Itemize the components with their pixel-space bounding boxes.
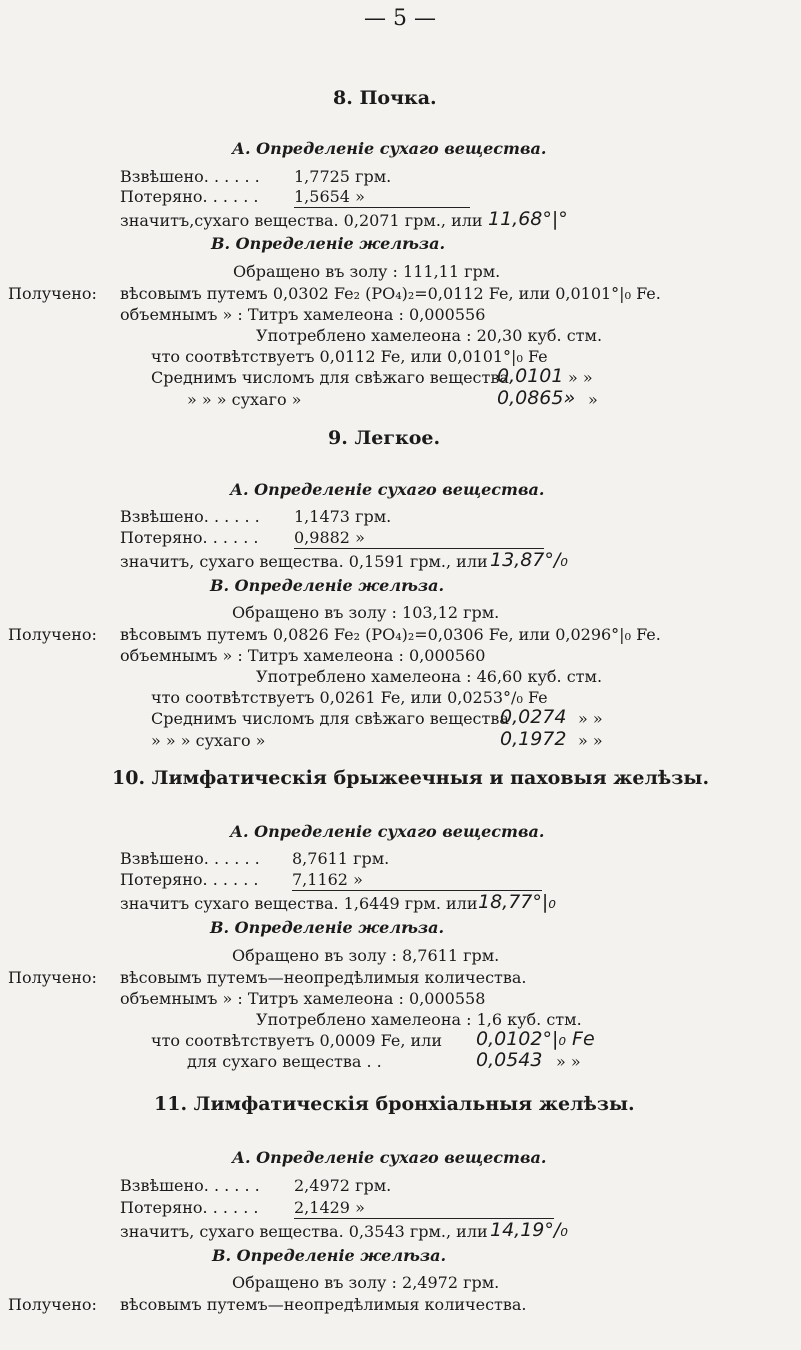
corresponds-line: что соотвѣтствуетъ 0,0112 Fe, или 0,0101°|₀ Fe <box>151 347 548 366</box>
average-fresh-value: 0,0101 <box>497 365 564 387</box>
weighed-label: Взвѣшено. . . . . . <box>120 167 260 186</box>
lost-value: 0,9882 » <box>294 528 544 549</box>
lost-value: 2,1429 » <box>294 1198 554 1219</box>
average-fresh-value: 0,0274 <box>500 706 567 728</box>
ash-line: Обращено въ золу : 2,4972 грм. <box>232 1273 500 1292</box>
weight-method-line: вѣсовымъ путемъ 0,0826 Fe₂ (PO₄)₂=0,0306 Fe, или 0,0296°|₀ Fe. <box>120 625 661 644</box>
average-fresh-line: Среднимъ числомъ для свѣжаго вещества <box>151 709 509 728</box>
volumetric-method-line: объемнымъ » : Титръ хамелеона : 0,000558 <box>120 989 486 1008</box>
weighed-label: Взвѣшено. . . . . . <box>120 1176 260 1195</box>
weighed-value: 1,7725 грм. <box>294 167 392 186</box>
dry-iron-value: 0,0543 <box>476 1049 543 1071</box>
lost-label: Потеряно. . . . . . <box>120 870 259 889</box>
subsection-title: А. Определеніе сухаго вещества. <box>230 480 545 499</box>
subsection-title: А. Определеніе сухаго вещества. <box>232 1148 547 1167</box>
lost-value: 1,5654 » <box>294 187 470 208</box>
corresponds-value: 0,0102°|₀ Fe <box>476 1028 595 1050</box>
corresponds-line: что соотвѣтствуетъ 0,0261 Fe, или 0,0253°/₀ Fe <box>151 688 548 707</box>
average-dry-tail: » <box>588 390 598 409</box>
ash-line: Обращено въ золу : 111,11 грм. <box>233 262 501 281</box>
lost-label: Потеряно. . . . . . <box>120 528 259 547</box>
weighed-label: Взвѣшено. . . . . . <box>120 849 260 868</box>
dry-matter-percent: 18,77°|₀ <box>478 891 556 913</box>
subsection-title: В. Определеніе желѣза. <box>210 576 445 595</box>
dry-matter-percent: 14,19°/₀ <box>490 1219 568 1241</box>
lost-label: Потеряно. . . . . . <box>120 1198 259 1217</box>
subsection-title: В. Определеніе желѣза. <box>211 234 446 253</box>
average-fresh-line: Среднимъ числомъ для свѣжаго вещества <box>151 368 509 387</box>
average-fresh-tail: » » <box>578 709 603 728</box>
weighed-value: 1,1473 грм. <box>294 507 392 526</box>
dry-matter-line: значитъ сухаго вещества. 1,6449 грм. или <box>120 894 478 913</box>
page-number: — 5 — <box>364 6 436 31</box>
permanganate-used-line: Употреблено хамелеона : 46,60 куб. стм. <box>256 667 603 686</box>
corresponds-line: что соотвѣтствуетъ 0,0009 Fe, или <box>151 1031 442 1050</box>
lost-value: 7,1162 » <box>292 870 542 891</box>
average-dry-line: » » » сухаго » <box>151 731 266 750</box>
section-heading: 10. Лимфатическія брыжеечныя и паховыя желѣзы. <box>112 767 710 789</box>
subsection-title: В. Определеніе желѣза. <box>212 1246 447 1265</box>
ash-line: Обращено въ золу : 8,7611 грм. <box>232 946 500 965</box>
dry-matter-line: значитъ, сухаго вещества. 0,3543 грм., или <box>120 1222 488 1241</box>
weight-method-line: вѣсовымъ путемъ 0,0302 Fe₂ (PO₄)₂=0,0112 Fe, или 0,0101°|₀ Fe. <box>120 284 661 303</box>
permanganate-used-line: Употреблено хамелеона : 20,30 куб. стм. <box>256 326 603 345</box>
received-label: Получено: <box>8 625 97 644</box>
dry-matter-percent: 11,68°|° <box>488 208 568 230</box>
subsection-title: А. Определеніе сухаго вещества. <box>230 822 545 841</box>
weight-method-line: вѣсовымъ путемъ—неопредѣлимыя количества. <box>120 968 527 987</box>
dry-iron-line: для сухаго вещества . . <box>187 1052 382 1071</box>
received-label: Получено: <box>8 284 97 303</box>
dry-iron-tail: » » <box>556 1052 581 1071</box>
average-fresh-tail: » » <box>568 368 593 387</box>
subsection-title: А. Определеніе сухаго вещества. <box>232 139 547 158</box>
permanganate-used-line: Употреблено хамелеона : 1,6 куб. стм. <box>256 1010 582 1029</box>
received-label: Получено: <box>8 1295 97 1314</box>
dry-matter-percent: 13,87°/₀ <box>490 549 568 571</box>
average-dry-value: 0,1972 <box>500 728 567 750</box>
section-heading: 9. Легкое. <box>328 427 441 449</box>
volumetric-method-line: объемнымъ » : Титръ хамелеона : 0,000556 <box>120 305 486 324</box>
average-dry-tail: » » <box>578 731 603 750</box>
ash-line: Обращено въ золу : 103,12 грм. <box>232 603 500 622</box>
average-dry-value: 0,0865» <box>497 387 576 409</box>
lost-label: Потеряно. . . . . . <box>120 187 259 206</box>
volumetric-method-line: объемнымъ » : Титръ хамелеона : 0,000560 <box>120 646 486 665</box>
dry-matter-line: значитъ, сухаго вещества. 0,1591 грм., или <box>120 552 488 571</box>
average-dry-line: » » » сухаго » <box>187 390 302 409</box>
received-label: Получено: <box>8 968 97 987</box>
weight-method-line: вѣсовымъ путемъ—неопредѣлимыя количества. <box>120 1295 527 1314</box>
weighed-value: 8,7611 грм. <box>292 849 390 868</box>
section-heading: 8. Почка. <box>333 87 437 109</box>
subsection-title: В. Определеніе желѣза. <box>210 918 445 937</box>
section-heading: 11. Лимфатическія бронхіальныя желѣзы. <box>154 1093 635 1115</box>
weighed-label: Взвѣшено. . . . . . <box>120 507 260 526</box>
weighed-value: 2,4972 грм. <box>294 1176 392 1195</box>
dry-matter-line: значитъ,сухаго вещества. 0,2071 грм., или <box>120 211 483 230</box>
